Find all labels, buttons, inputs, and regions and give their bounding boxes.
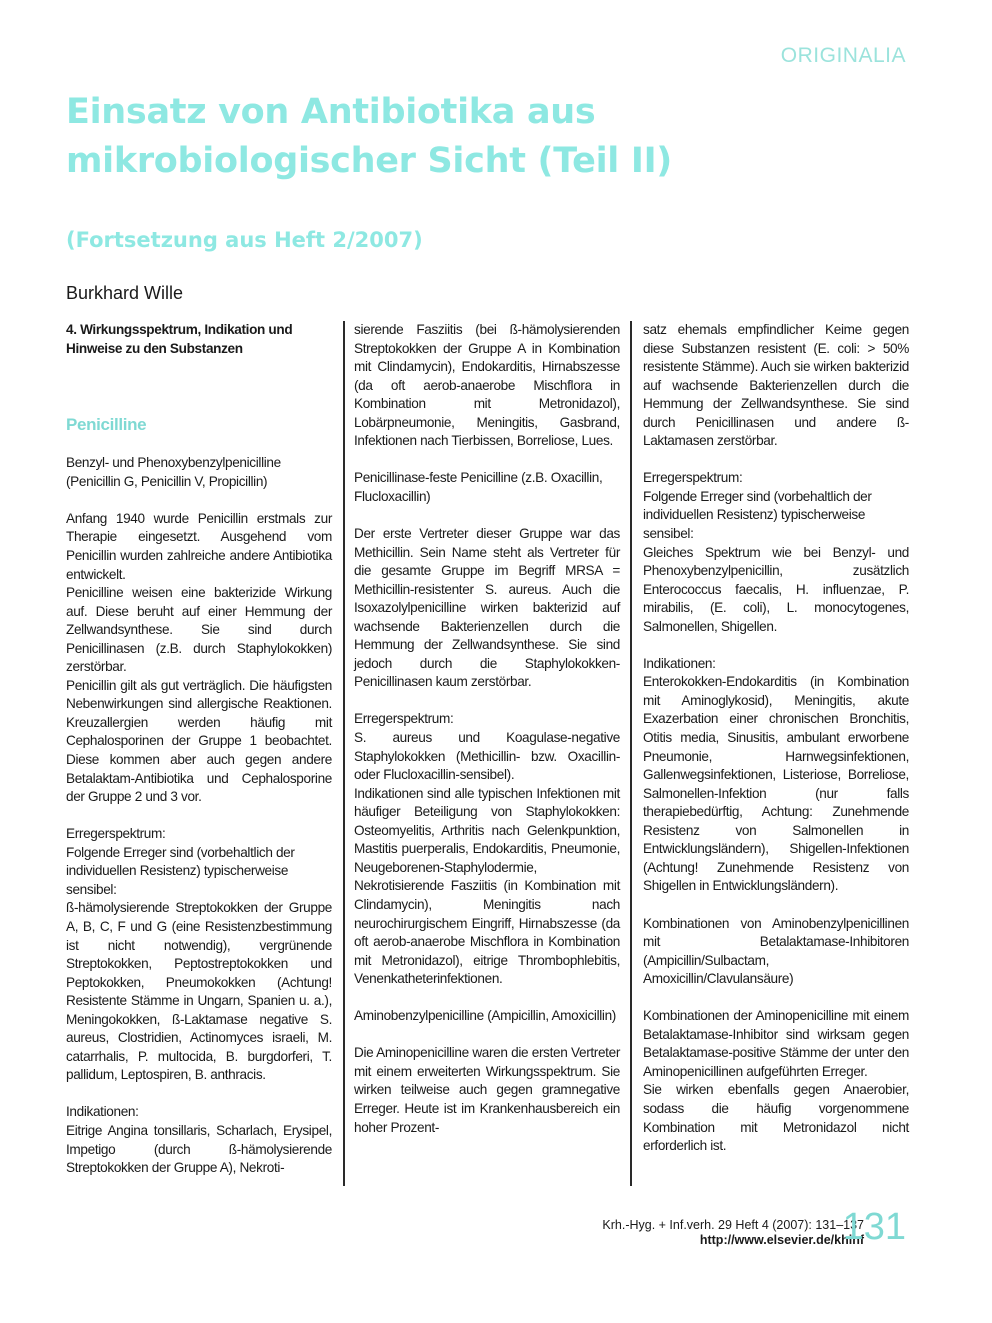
column-1 xyxy=(66,321,332,1178)
paragraph: Sie wirken ebenfalls gegen Anaerobier, sodass die häufig vorgenommene Kombination mit Metronidazol nicht erforderlich ist. xyxy=(643,1082,909,1154)
paragraph: Der erste Vertreter dieser Gruppe war das Methicillin. Sein Name steht als Vertreter für die gesamte Gruppe im Begriff MRSA = Methicillin-resistenter S. aureus. Auch die Isoxazolylpenicilline wirken bakterizid auf wachsende Bakterienzellen durch die Hemmung der Zellwandsynthese. Sie sind jedoch durch die Staphylokokken-Penicillinasen kaum zerstörbar. xyxy=(354,526,620,690)
paragraph: S. aureus und Koagulase-negative Staphylokokken (Methicillin- bzw. Oxacillin- oder Flucloxacillin-sensibel). xyxy=(354,730,620,783)
author: Burkhard Wille xyxy=(66,283,184,303)
paragraph: Eitrige Angina tonsillaris, Scharlach, Erysipel, Impetigo (durch ß-hämolysierende Streptokokken der Gruppe A), Nekroti- xyxy=(66,1122,332,1176)
article-title: Einsatz von Antibiotika aus mikrobiologischer Sicht (Teil II) xyxy=(66,92,672,181)
page-number: 131 xyxy=(842,1206,906,1248)
paragraph: Penicillin gilt als gut verträglich. Die häufigsten Nebenwirkungen sind allergische Reaktionen. Kreuzallergien werden häufig mit Cephalosporinen der Gruppe 1 beobachtet. Diese kommen aber auch gegen andere Betalaktam-Antibiotika und Cephalosporine der Gruppe 2 und 3 vor. xyxy=(66,677,332,805)
paragraph: Erregerspektrum: xyxy=(66,826,166,842)
paragraph: Indikationen: xyxy=(643,655,716,671)
footer-url[interactable]: http://www.elsevier.de/khinf xyxy=(699,1233,864,1247)
paragraph: Penicillinase-feste Penicilline (z.B. Oxacillin, Flucloxacillin) xyxy=(354,470,603,504)
penicilline-heading: Penicilline xyxy=(66,414,147,434)
paragraph: ß-hämolysierende Streptokokken der Gruppe A, B, C, F und G (eine Resistenzbestimmung ist nicht notwendig), vergrünende Streptokokken, Peptostreptokokken und Peptokokken, Pneumokokken (Achtung! Resistente Stämme in Ungarn, Spanien u. a.), Meningokokken, ß-Laktamase negative S. aureus, Clostridien, Actinomyces israeli, M. catarrhalis, P. multocida, B. burgdorferi, T. pallidum, Leptospiren, B. anthracis. xyxy=(66,900,332,1083)
paragraph: satz ehemals empfindlicher Keime gegen diese Substanzen resistent (E. coli: > 50% resistente Stämme). Auch sie wirken bakterizid auf wachsende Bakterienzellen durch die Hemmung der Zellwandsynthese. Sie sind durch Penicillinasen und andere ß-Laktamasen zerstörbar. xyxy=(643,322,909,449)
paragraph: sierende Fasziitis (bei ß-hämolysierenden Streptokokken der Gruppe A in Kombination mit Clindamycin), Endokarditis, Hirnabszesse (da oft aerob-anaerobe Mischflora in Kombination mit Metronidazol), Lobärpneumonie, Meningitis, Gasbrand, Infektionen nach Tierbissen, Borreliose, Lues. xyxy=(354,322,620,449)
paragraph: Anfang 1940 wurde Penicillin erstmals zur Therapie eingesetzt. Ausgehend vom Penicillin wurden zahlreiche andere Antibiotika entwickelt. xyxy=(66,510,332,582)
column-2 xyxy=(354,321,620,1137)
paragraph: Gleiches Spektrum wie bei Benzyl- und Phenoxybenzylpenicillin, zusätzlich Enterococcus faecalis, H. influenzae, P. mirabilis, (E. coli), L. monocytogenes, Salmonellen, Shigellen. xyxy=(643,544,909,634)
paragraph: Indikationen sind alle typischen Infektionen mit häufiger Beteiligung von Staphylokokken: Osteomyelitis, Arthritis nach Gelenkpunktion, Mastitis puerperalis, Endokarditis, Pneumonie, Neugeborenen-Staphylodermie, Nekrotisierende Fasziitis (in Kombination mit Clindamycin), Meningitis nach neurochirurgischem Eingriff, Hirnabszesse (da oft aerob-anaerobe Mischflora in Kombination mit Metronidazol), eitrige Thrombophlebitis, Venenkatheterinfektionen. xyxy=(354,785,620,987)
paragraph: Kombinationen der Aminopenicilline mit einem Betalaktamase-Inhibitor sind wirksam gegen Betalaktamase-positive Stämme der unter den Aminopenicillinen aufgeführten Erreger. xyxy=(643,1008,909,1079)
footer-citation: Krh.-Hyg. + Inf.verh. 29 Heft 4 (2007): 131–137 xyxy=(602,1218,864,1232)
paragraph: Aminobenzylpenicilline (Ampicillin, Amoxicillin) xyxy=(354,1008,616,1024)
paragraph: Folgende Erreger sind (vorbehaltlich der individuellen Resistenz) typischerweise sensibel: xyxy=(66,844,295,897)
paragraph: Erregerspektrum: xyxy=(354,711,454,727)
paragraph: Benzyl- und Phenoxybenzylpenicilline (Penicillin G, Penicillin V, Propicillin) xyxy=(66,455,281,489)
paragraph: Enterokokken-Endokarditis (in Kombination mit Aminoglykosid), Meningitis, akute Exazerbation einer chronischen Bronchitis, Otitis media, Sinusitis, ambulant erworbene Pneumonie, Harnwegsinfektionen, Gallenwegsinfektionen, Listeriose, Borreliose, Salmonellen-Infektion (nur falls therapiebedürftig, Achtung: Zunehmende Resistenz von Salmonellen in Entwicklungsländern), Shigellen-Infektionen (Achtung! Zunehmende Resistenz von Shigellen in Entwicklungsländern). xyxy=(643,674,909,894)
paragraph: Indikationen: xyxy=(66,1104,139,1120)
section-label: ORIGINALIA xyxy=(780,44,906,67)
paragraph: Folgende Erreger sind (vorbehaltlich der individuellen Resistenz) typischerweise sensibel: xyxy=(643,488,872,542)
column-rule xyxy=(630,321,632,1186)
section-heading: 4. Wirkungsspektrum, Indikation und Hinweise zu den Substanzen xyxy=(66,322,293,356)
column-rule xyxy=(343,321,345,1186)
paragraph: Penicilline weisen eine bakterizide Wirkung auf. Diese beruht auf einer Hemmung der Zellwandsynthese. Sie sind durch Penicillinasen (z.B. durch Staphylokokken) zerstörbar. xyxy=(66,585,332,675)
paragraph: Kombinationen von Aminobenzylpenicillinen mit Betalaktamase-Inhibitoren (Ampicillin/Sulbactam, Amoxicillin/Clavulansäure) xyxy=(643,915,909,987)
paragraph: Die Aminopenicilline waren die ersten Vertreter mit einem erweiterten Wirkungsspektrum. Sie wirken teilweise auch gegen gramnegative Erreger. Heute ist im Krankenhausbereich ein hoher Prozent- xyxy=(354,1045,620,1135)
paragraph: Erregerspektrum: xyxy=(643,470,743,486)
column-3 xyxy=(643,321,909,1156)
article-subtitle: (Fortsetzung aus Heft 2/2007) xyxy=(66,228,423,252)
